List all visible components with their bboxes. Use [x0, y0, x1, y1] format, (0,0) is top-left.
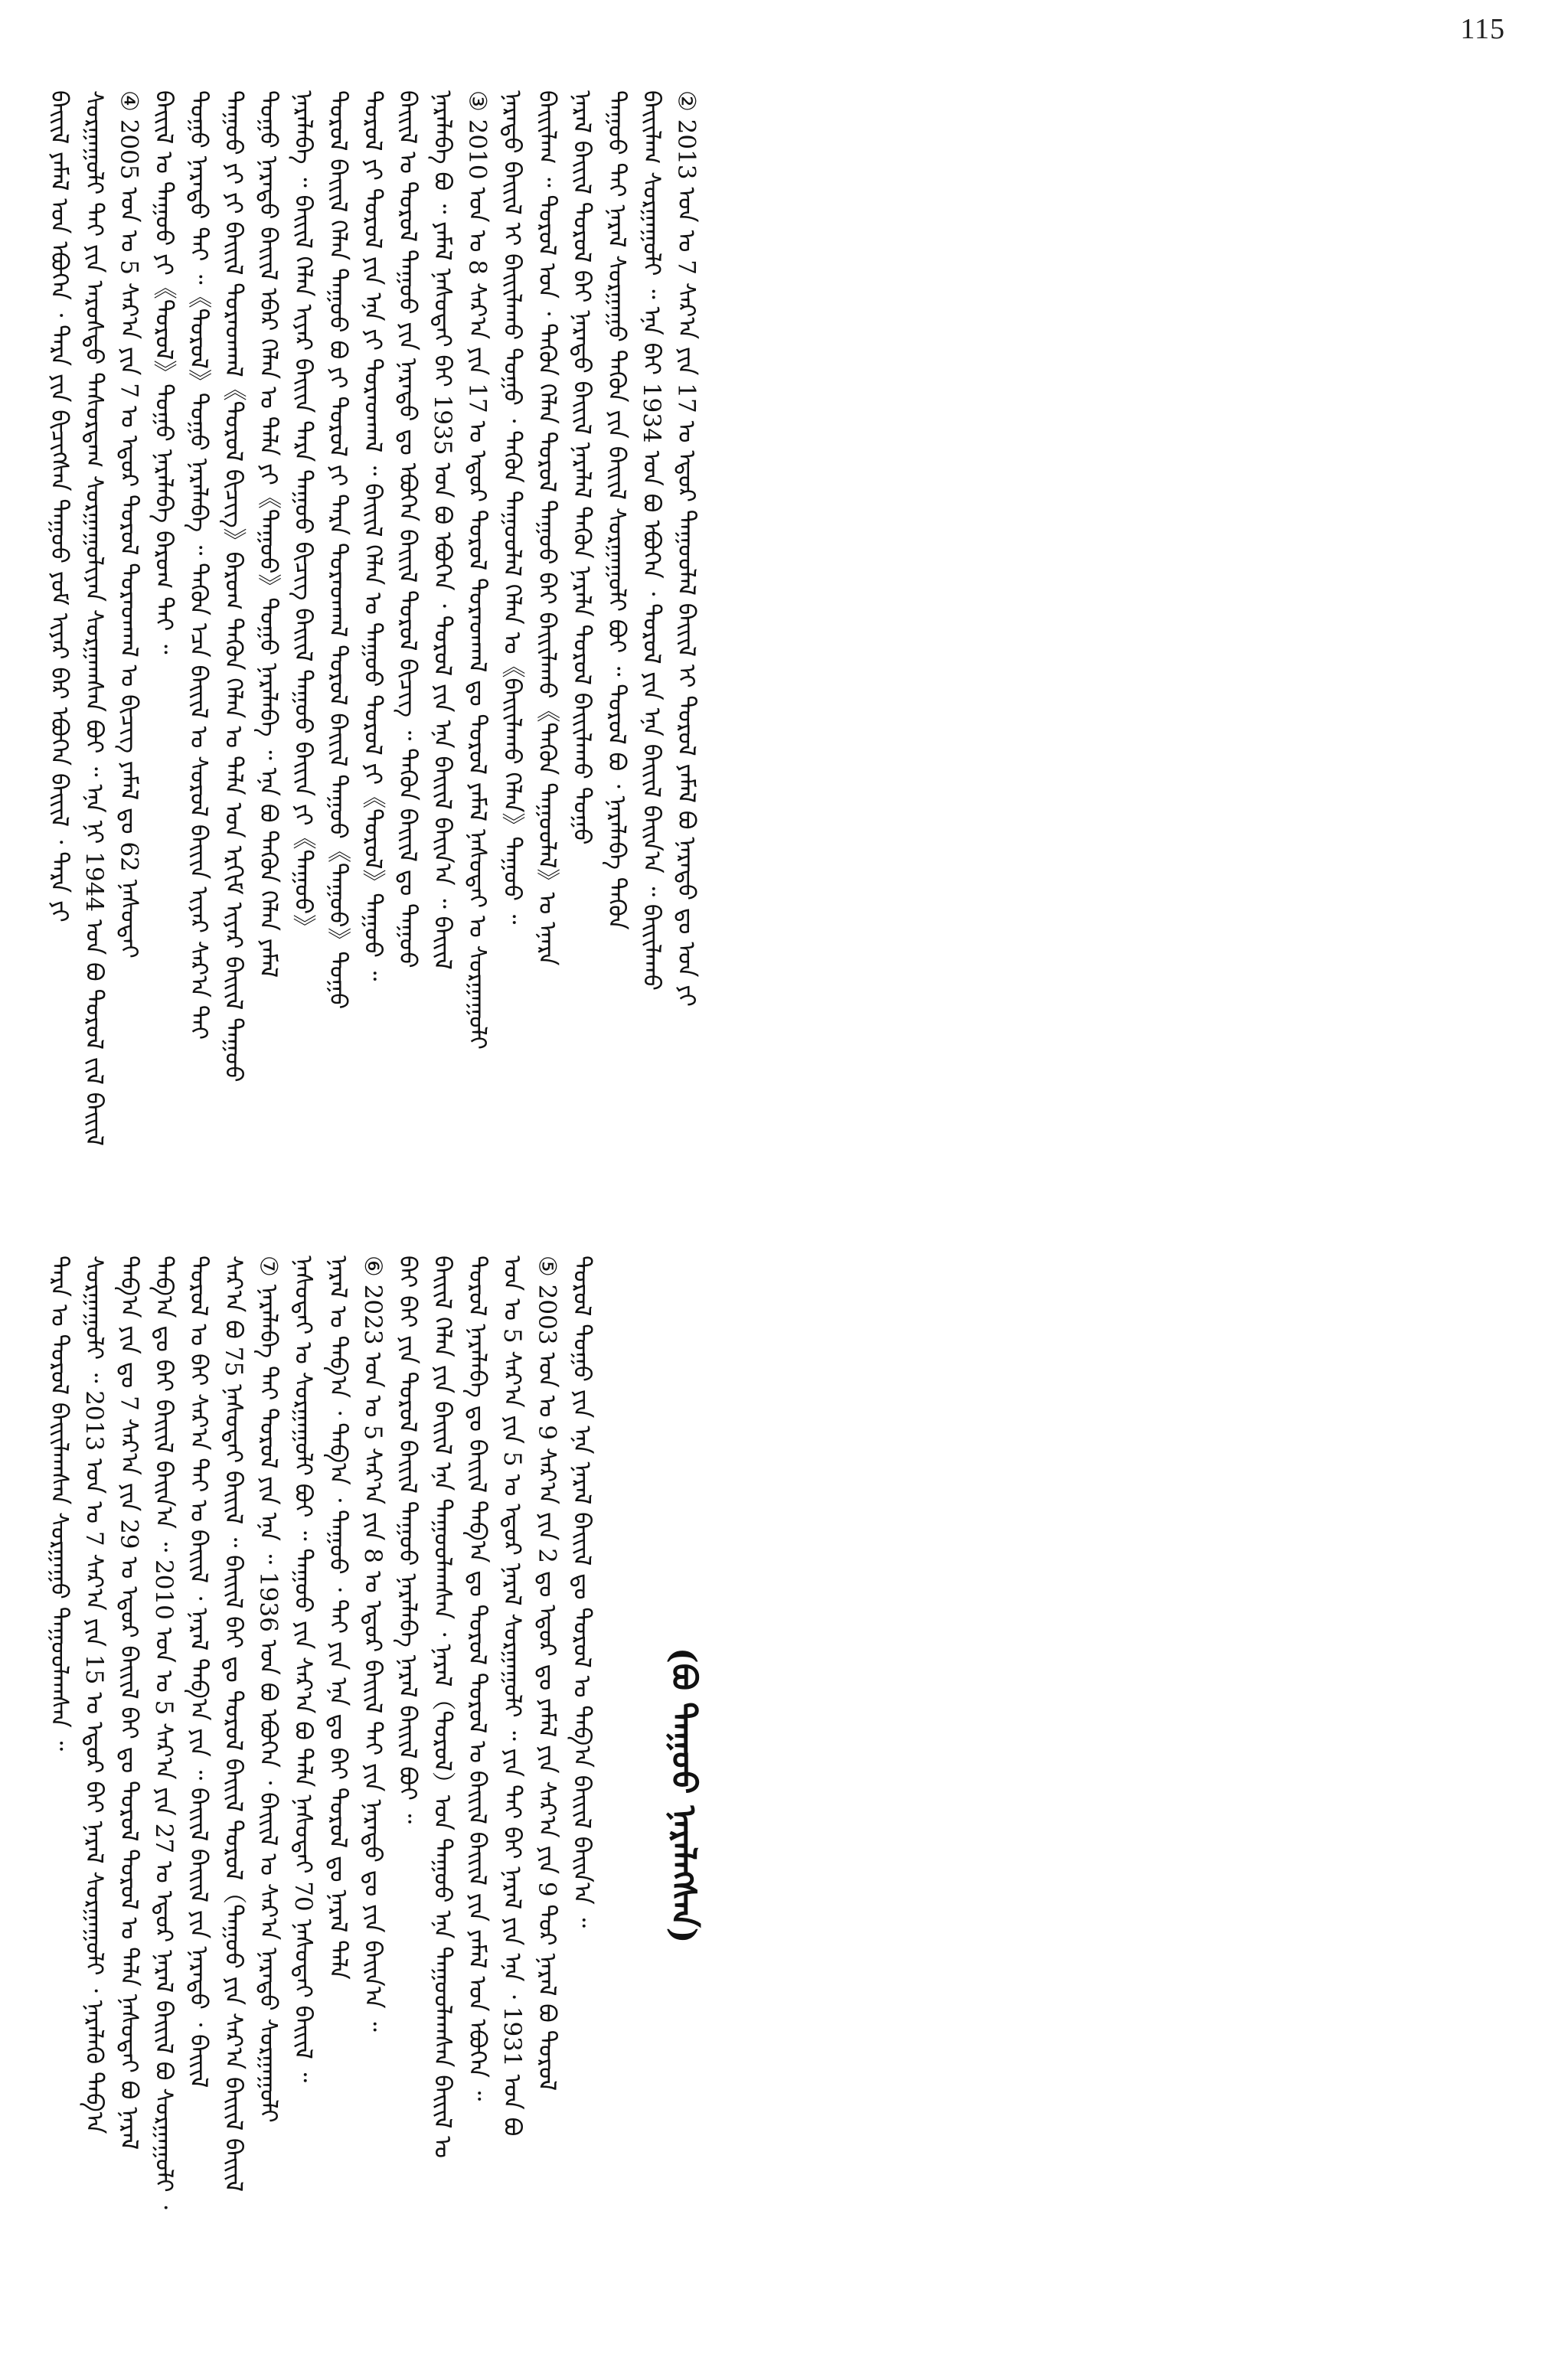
text-line: ᠲᠠᠪ᠎ᠠ ᠶᠢᠨ ᠳᠤ 7 ᠰᠠᠷ᠎ᠠ ᠶᠢᠨ 29 ᠤ ᠡᠳᠦᠷ ᠪᠠᠢᠢᠯ ᠪᠠᠢ ᠳᠤ ᠲᠤᠷᠤᠯ ᠲᠤᠷᠤᠯ ᠤ ᠲᠠᠯᠠ ᠨᠠᠰᠤᠳᠠᠢ ᠪᠤ ᠨᠡᠷᠡᠯ [115, 1256, 143, 2150]
text-line: ᠪᠠᠢ ᠪᠠᠢ ᠶᠢᠨ ᠲᠤᠷᠤᠯ ᠪᠠᠢᠢᠯ ᠳᠠᠭᠤᠤ ᠨᠡᠷᠡᠯᠡᠪᠡ ᠨᠡᠷᠡᠯ ᠪᠠᠢᠢᠯ ᠪᠤᠢ ᠃ [394, 1256, 422, 1824]
text-line: ᠨᠡᠷᠡᠯ ᠤ ᠲᠠᠪ᠎ᠠ ᠂ ᠲᠠᠪ᠎ᠠ ᠂ ᠳᠠᠭᠤᠤ ᠂ ᠲᠠᠢ ᠶᠢᠨ ᠡᠨᠡ ᠳᠤ ᠪᠠᠢ ᠲᠤᠷᠤᠯ ᠳᠤ ᠨᠡᠷᠡᠯ ᠲᠠᠯᠠ [324, 1256, 352, 1980]
text-line: ᠰᠠᠷ᠎ᠠ ᠪᠤ 75 ᠨᠠᠰᠤᠳᠠᠢ ᠪᠠᠢᠢᠯ ᠃ ᠪᠠᠢᠢᠯ ᠪᠠᠢ ᠳᠤ ᠳᠤᠷᠤᠯ ᠪᠠᠢᠢᠯ ᠳᠤᠷᠤᠯ（ᠳᠠᠭᠤᠤ ᠶᠢᠨ ᠰᠠᠷ᠎ᠠ ᠪᠠᠢᠢᠯ ᠪᠠᠢᠢᠯ [220, 1256, 247, 2193]
text-line: ᠨᠠᠰᠤᠳᠠᠢ ᠤ ᠰᠤᠷᠭᠠᠭᠤᠯᠢ ᠪᠤᠢ ᠃ ᠳᠠᠭᠤᠤ ᠶᠢᠨ ᠰᠠᠷ᠎ᠠ ᠪᠤ ᠲᠠᠯᠠ ᠨᠠᠰᠤᠳᠠᠢ 70 ᠨᠠᠰᠤᠳᠠᠢ ᠪᠠᠢᠢᠯ ᠃ [289, 1256, 317, 2082]
text-line: ᠲᠤᠷᠤᠯ ᠶᠢ ᠲᠤᠷᠤᠯ ᠶᠢᠨ ᠡᠨᠡ ᠶᠢ ᠳᠤᠷᠠᠳᠬᠠᠯ ᠃ ᠪᠠᠢᠢᠯ ᠬᠡᠯᠡᠨ ᠤ ᠳᠠᠭᠤᠤ ᠲᠤᠷᠤᠯ ᠶᠢ《ᠲᠤᠷᠤᠯ》ᠳᠠᠭᠤᠤ ᠃ [359, 90, 387, 981]
footnote-line: ③ 2010 ᠣᠨ ᠤ 8 ᠰᠠᠷ᠎ᠠ ᠶᠢᠨ 17 ᠤ ᠡᠳᠦᠷ ᠲᠤᠷᠤᠯ ᠳᠤᠷᠠᠳᠬᠠᠯ ᠳᠤ ᠲᠤᠷᠤᠯ ᠶᠠᠮᠠᠯ ᠨᠠᠰᠤᠳᠠᠢ ᠤ ᠰᠤᠷᠭᠠᠭᠤᠯᠢ [463, 90, 492, 1050]
text-line: ᠳᠠᠭᠤᠤ ᠲᠠᠢ ᠨᠡᠷᠡᠯ ᠰᠤᠷᠭᠠᠭᠤ ᠲᠡᠭᠦᠨ ᠶᠢᠨ ᠪᠠᠢᠢᠯ ᠰᠤᠷᠭᠠᠭᠤᠯᠢ ᠪᠤᠢ ᠃ ᠲᠤᠷᠤᠯ ᠪᠤ ᠂ ᠨᠡᠷᠡᠯᠡᠪᠡ ᠲᠡᠭᠦᠨ [603, 90, 631, 930]
footnote-line: ⑤ 2003 ᠣᠨ ᠤ 9 ᠰᠠᠷ᠎ᠠ ᠶᠢᠨ 2 ᠳᠤ ᠡᠳᠦᠷ ᠳᠤ ᠶᠠᠮᠠᠯ ᠶᠢᠨ ᠰᠠᠷ᠎ᠠ ᠶᠢᠨ 9 ᠳᠤᠷ ᠨᠡᠷᠡᠯ ᠪᠤ ᠲᠤᠷᠤᠯ [533, 1256, 561, 2092]
text-line: ᠳᠤᠷᠤᠯ ᠪᠠᠢᠢᠯ ᠬᠡᠯᠡᠨ ᠳᠠᠭᠤᠤ ᠪᠤ ᠶᠢ ᠲᠤᠷᠤᠯ ᠶᠢ ᠲᠡᠷᠡ ᠳᠤᠷᠠᠳᠬᠠᠯ ᠲᠤᠷᠤᠯ ᠪᠠᠢᠢᠯ ᠳᠠᠭᠤᠤ《ᠳᠠᠭᠤᠤ》ᠳᠤᠭᠤ [324, 90, 352, 1010]
text-line: ᠪᠠᠢᠢᠯ ᠤ ᠳᠠᠭᠤᠤ ᠶᠢ《ᠲᠤᠷᠤᠯ》ᠳᠤᠭᠤ ᠨᠡᠷᠡᠯᠡᠪᠡ ᠪᠠᠷᠤᠭ ᠲᠠᠢ ᠃ [150, 90, 178, 655]
text-line: ᠲᠠᠪ᠎ᠠ ᠳᠤ ᠪᠠᠢ ᠪᠠᠢᠢᠯ ᠪᠠᠢᠨ᠎ᠠ ᠃ 2010 ᠣᠨ ᠤ 5 ᠰᠠᠷ᠎ᠠ ᠶᠢᠨ 27 ᠤ ᠡᠳᠦᠷ ᠨᠡᠷᠡᠯ ᠪᠠᠢᠢᠯ ᠪᠤ ᠰᠤᠷᠭᠠᠭᠤᠯᠢ ᠂ [150, 1256, 178, 2209]
text-line: ᠪᠠᠢᠢᠯᠠᠭ ᠃ ᠳᠤᠷᠤᠯ ᠤᠨ ᠂ ᠲᠡᠭᠦᠨ ᠬᠡᠯᠡᠨ ᠲᠤᠷᠤᠯ ᠳᠠᠭᠤᠤ ᠪᠠᠢ ᠪᠠᠢᠢᠯᠠᠬᠤ《ᠲᠡᠭᠦᠨ ᠳᠠᠭᠤᠤᠯᠠᠯ》ᠤ ᠡᠨᠡᠷᠡ [533, 90, 561, 966]
text-line: ᠪᠠᠢᠢᠯ ᠬᠡᠯᠡᠨ ᠶᠢᠨ ᠪᠠᠢᠢᠯ ᠡᠨᠡ ᠳᠠᠭᠤᠤᠯᠠᠭᠰᠠᠨ ᠂ ᠨᠡᠷᠡᠯ（ᠲᠤᠷᠤᠯ）ᠤᠨ ᠳᠠᠭᠤᠤ ᠡᠨᠡ ᠳᠠᠭᠤᠤᠯᠠᠭᠰᠠᠨ ᠪᠠᠢᠢᠯ ᠤ [429, 1256, 456, 2159]
footnote-line: ② 2013 ᠣᠨ ᠤ 7 ᠰᠠᠷ᠎ᠠ ᠶᠢᠨ 17 ᠤ ᠡᠳᠦᠷ ᠳᠠᠭᠤᠤᠯᠠᠯ ᠪᠠᠢᠢᠯ ᠢ ᠳᠤᠷᠤᠯ ᠶᠠᠮᠠᠯ ᠪᠤ ᠨᠡᠷᠡᠲᠦ ᠳᠤ ᠤᠨ ᠶᠢ [672, 90, 701, 1007]
text-line: ᠳᠤᠭᠤ ᠨᠡᠷᠡᠲᠦ ᠲᠠᠢ ᠃《ᠲᠤᠷᠤᠯ》ᠳᠤᠭᠤ ᠨᠡᠷᠡᠯᠡᠪᠡ ᠃ ᠲᠡᠭᠦᠨ ᠡᠴᠡ ᠪᠠᠢᠢᠯ ᠤ ᠰᠤᠷᠤᠯ ᠪᠠᠢᠢᠨ ᠢᠶᠠᠷ ᠰᠠᠷ᠎ᠠ ᠲᠠᠢ [185, 90, 213, 1040]
text-line: ᠪᠠᠢᠢᠯᠠᠭ ᠰᠤᠷᠭᠠᠭᠤᠯᠢ ᠃ ᠡᠨᠡ ᠪᠠᠢ 1934 ᠣᠨ ᠪᠤ ᠡᠪᠦᠭᠡᠨ ᠂ ᠲᠤᠷᠤᠯ ᠶᠢᠨ ᠡᠨᠡ ᠪᠠᠢᠢᠯ ᠪᠠᠢᠨ᠎ᠠ ᠃ ᠪᠠᠢᠢᠯᠠᠬᠤ [638, 90, 665, 991]
footnote-line: ④ 2005 ᠣᠨ ᠤ 5 ᠰᠠᠷ᠎ᠠ ᠶᠢᠨ 7 ᠤ ᠡᠳᠦᠷ ᠲᠤᠷᠤᠯ ᠳᠤᠷᠠᠳᠬᠠᠯ ᠤ ᠪᠢᠴᠢᠭ ᠶᠠᠮᠠᠯ ᠳᠤ 62 ᠨᠠᠰᠤᠳᠠᠢ [115, 90, 143, 958]
text-line: ᠰᠤᠷᠭᠠᠭᠤᠯᠢ ᠲᠠᠢ ᠶᠢᠨ ᠠᠷᠤᠰᠳᠤ ᠲᠠᠰᠤᠷᠳᠠᠭ ᠰᠤᠷᠭᠠᠭᠤᠯᠢᠶᠠᠨ ᠰᠤᠷᠭᠠᠭᠰᠠᠨ ᠪᠤᠢ ᠃ ᠡᠨᠡ ᠨᠢ 1944 ᠣᠨ ᠪᠤ ᠲᠤᠷᠤᠯ ᠵᠢᠯ ᠪᠠᠢᠢᠯ [80, 90, 108, 1146]
footnote-line: ⑥ 2023 ᠣᠨ ᠤ 5 ᠰᠠᠷ᠎ᠠ ᠶᠢᠨ 8 ᠤ ᠡᠳᠦᠷ ᠪᠠᠢᠢᠯ ᠲᠠᠢ ᠶᠢᠨ ᠨᠡᠷᠡᠲᠦ ᠳᠤ ᠶᠢᠨ ᠪᠠᠢᠨ᠎ᠠ ᠃ [359, 1256, 387, 2032]
footnote-line: ⑦ ᠨᠡᠷᠡᠯᠡᠪᠡ ᠲᠠᠢ ᠳᠤᠷᠤᠯ ᠶᠢᠨ ᠡᠨᠡ ᠃ 1936 ᠣᠨ ᠪᠤ ᠡᠪᠦᠭᠡᠨ ᠂ ᠪᠠᠢᠢᠯ ᠤ ᠰᠠᠷ᠎ᠠ ᠨᠡᠷᠡᠲᠦ ᠰᠤᠷᠭᠠᠭᠤᠯᠢ [254, 1256, 283, 2123]
text-line: ᠲᠡᠷᠡ ᠤ ᠳᠤᠷᠤᠯ ᠪᠠᠢᠢᠯᠠᠭᠰᠠᠨ ᠰᠤᠷᠭᠠᠭᠤ ᠳᠠᠭᠤᠤᠯᠠᠭᠰᠠᠨ ᠃ [45, 1256, 74, 1751]
text-line: ᠨᠡᠷᠡᠯ ᠪᠠᠢᠢᠯ ᠲᠤᠷᠤᠯ ᠪᠠᠢ ᠨᠡᠷᠡᠲᠦ ᠪᠠᠢᠢᠯ ᠨᠡᠷᠡᠯᠡᠯ ᠲᠡᠭᠦᠨ ᠨᠡᠷᠡᠯᠡ ᠲᠤᠷᠤᠯ ᠪᠠᠢᠢᠯᠠᠬᠤ ᠳᠤᠭᠤ [568, 90, 596, 845]
page-number: 115 [1460, 13, 1505, 45]
text-line: ᠳᠠᠭᠤᠤ ᠶᠢ ᠶᠢ ᠪᠠᠢᠢᠯ ᠳᠤᠷᠠᠳᠬᠠᠯ《ᠲᠤᠷᠤᠯ ᠪᠢᠴᠢᠭ》ᠪᠠᠷᠤᠭ ᠲᠡᠭᠦᠨ ᠬᠡᠯᠡᠨ ᠤ ᠲᠠᠯᠠ ᠤᠨ ᠡᠷᠬᠢᠮ ᠢᠶᠠᠷ ᠪᠠᠢᠢᠯ ᠳᠠᠭᠤᠤ [220, 90, 247, 1083]
text-line: ᠪᠠᠢᠢᠯ ᠤ ᠲᠤᠷᠤᠯ ᠳᠠᠭᠤᠤ ᠶᠢᠨ ᠨᠡᠷᠡᠲᠦ ᠳᠤ ᠡᠪᠦᠭᠡᠨ ᠪᠠᠢᠢᠯ ᠲᠤᠷᠤᠯ ᠪᠢᠴᠢᠭ ᠃ ᠲᠡᠭᠦᠨ ᠪᠠᠢᠢᠯ ᠳᠤ ᠳᠠᠭᠤᠤ [394, 90, 422, 968]
upper-text-block [41, 90, 704, 1208]
text-line: ᠨᠡᠷᠡᠲᠦ ᠪᠠᠢᠢᠯ ᠢ ᠪᠠᠢᠢᠯᠠᠬᠤ ᠳᠤᠭᠤ ᠂ ᠲᠡᠭᠦᠨ ᠳᠠᠭᠤᠤᠯᠠᠯ ᠬᠡᠯᠡᠨ ᠤ《ᠪᠠᠢᠢᠯᠠᠬᠤ ᠬᠡᠯᠡᠨ》ᠳᠠᠭᠤᠤ ᠃ [498, 90, 526, 925]
text-line: ᠰᠤᠷᠭᠠᠭᠤᠯᠢ ᠃ 2013 ᠣᠨ ᠤ 7 ᠰᠠᠷ᠎ᠠ ᠶᠢᠨ 15 ᠤ ᠡᠳᠦᠷ ᠪᠠᠢ ᠨᠡᠷᠡᠯ ᠰᠤᠷᠭᠠᠭᠤᠯᠢ ᠂ ᠨᠡᠷᠡᠯᠡᠬᠦ ᠲᠠᠪ᠎ᠠ [80, 1256, 108, 2134]
text-line: ᠳᠤᠭᠤ ᠨᠡᠷᠡᠲᠦ ᠪᠠᠢᠢᠯ ᠡᠪᠡᠷ ᠬᠡᠯᠡᠨ ᠤ ᠲᠠᠯᠠ ᠶᠢ《ᠳᠠᠭᠤᠤ》ᠳᠤᠭᠤ ᠨᠡᠷᠡᠯᠡᠪᠡ ᠃ ᠡᠨᠡ ᠪᠤ ᠲᠡᠭᠦᠨ ᠬᠡᠯᠡᠨ ᠶᠠᠮᠠᠯ [254, 90, 283, 978]
text-line: ᠲᠤᠷᠤᠯ ᠳᠤᠭᠤ ᠶᠢᠨ ᠡᠨᠡ ᠨᠡᠷᠡᠯ ᠪᠠᠢᠢᠯ ᠳᠤ ᠳᠤᠷᠤᠯ ᠤ ᠲᠠᠪ᠎ᠠ ᠪᠠᠢᠢᠯ ᠪᠠᠢᠨ᠎ᠠ ᠃ [568, 1256, 596, 1928]
lower-text-block [41, 1256, 721, 2335]
text-line: ᠪᠠᠢᠢᠯ ᠶᠠᠮᠠᠯ ᠤᠨ ᠡᠪᠦᠭᠡᠨ ᠂ ᠲᠡᠷᠡ ᠶᠢᠨ ᠪᠢᠴᠢᠭᠰᠡᠨ ᠳᠠᠭᠤᠤ ᠶᠤᠮ ᠢᠶᠠᠷ ᠪᠡᠷ ᠡᠪᠦᠭᠡᠨ ᠪᠠᠢᠢᠯ ᠂ ᠲᠡᠷᠡ ᠶᠢ [45, 90, 74, 923]
section-heading: (ᠪᠤ ᠳᠠᠭᠤᠤ ᠨᠡᠷᠡᠯᠡᠭᠰᠡᠨ) [664, 1647, 703, 1944]
spacer [599, 1256, 645, 2335]
text-line: ᠳᠤᠷᠤᠯ ᠤ ᠪᠠᠢ ᠰᠠᠷ᠎ᠠ ᠲᠠᠢ ᠤ ᠪᠠᠢᠢᠯ ᠂ ᠨᠡᠷᠡᠯ ᠲᠠᠪ᠎ᠠ ᠶᠢᠨ ᠃ ᠪᠠᠢᠢᠯ ᠪᠠᠢᠢᠯ ᠶᠢᠨ ᠨᠡᠷᠡᠲᠦ ᠂ ᠪᠠᠢᠢᠯ [185, 1256, 213, 2088]
text-line: ᠨᠡᠷᠡᠯᠡᠪᠡ ᠪᠤ ᠃ ᠶᠠᠮᠠᠯ ᠨᠠᠰᠤᠳᠠᠢ ᠪᠠᠢ 1935 ᠣᠨ ᠪᠤ ᠡᠪᠦᠭᠡᠨ ᠂ ᠲᠤᠷᠤᠯ ᠶᠢᠨ ᠡᠨᠡ ᠪᠠᠢᠢᠯ ᠪᠠᠢᠨ᠎ᠠ ᠃ ᠪᠠᠢᠢᠯ [429, 90, 456, 970]
text-line: ᠲᠤᠷᠤᠯ ᠨᠡᠷᠡᠯᠡᠪᠡ ᠳᠤ ᠪᠠᠢᠢᠯ ᠲᠠᠪ᠎ᠠ ᠳᠤ ᠲᠤᠷᠤᠯ ᠳᠤᠷᠤᠯ ᠤ ᠪᠠᠢᠢᠯ ᠪᠠᠢᠢᠯ ᠶᠢᠨ ᠶᠠᠮᠠᠯ ᠤᠨ ᠡᠪᠦᠭᠡᠨ ᠃ [463, 1256, 492, 2101]
text-line: ᠣᠨ ᠤ 5 ᠰᠠᠷ᠎ᠠ ᠶᠢᠨ 5 ᠤ ᠡᠳᠦᠷ ᠨᠡᠷᠡᠯ ᠰᠤᠷᠭᠠᠭᠤᠯᠢ ᠃ ᠶᠢᠨ ᠲᠠᠢ ᠪᠠᠢ ᠨᠡᠷᠡᠯ ᠶᠢᠨ ᠡᠨᠡ ᠂ 1931 ᠣᠨ ᠪᠤ [498, 1256, 526, 2137]
text-line: ᠨᠡᠷᠡᠯᠡᠪᠡ ᠃ ᠪᠠᠢᠢᠯ ᠬᠡᠯᠡᠨ ᠢᠶᠠᠷ ᠪᠠᠢᠢᠨ ᠲᠡᠷᠡ ᠳᠠᠭᠤᠤ ᠪᠢᠴᠢᠭ ᠪᠠᠢᠢᠯ ᠳᠠᠭᠤᠤ ᠪᠠᠢᠢᠨ ᠶᠢ《ᠳᠠᠭᠤᠤ》 [289, 90, 317, 939]
